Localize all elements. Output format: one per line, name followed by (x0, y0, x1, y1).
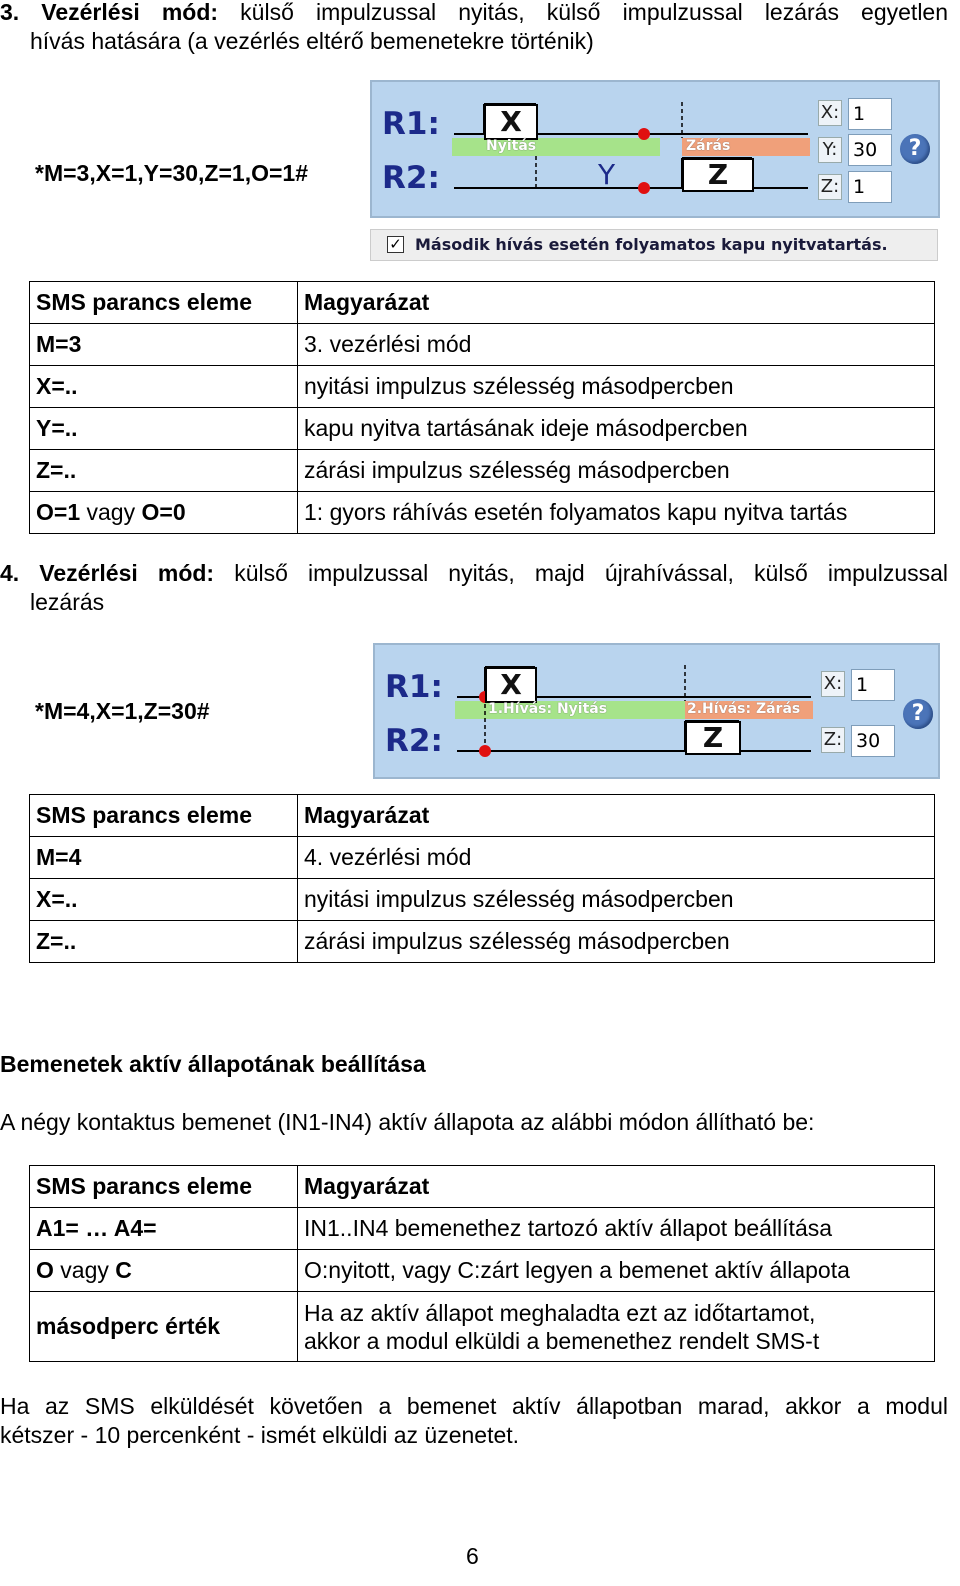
mode3-r2-label: R2: (382, 160, 440, 196)
mode4-close-bar-label: 2.Hívás: Zárás (687, 701, 801, 717)
section4-heading-bold: 4. Vezérlési mód: (0, 560, 215, 586)
vagy-text: vagy (53, 1257, 116, 1283)
table-cell-desc: 4. vezérlési mód (298, 837, 935, 879)
inputs-footer-line2: kétszer - 10 percenként - ismét elküldi az üzenetet. (0, 1422, 520, 1448)
mode3-x-field-label: X: (818, 100, 842, 126)
mode3-help-icon[interactable]: ? (900, 134, 930, 164)
mode4-table (29, 794, 935, 963)
o0-text: O=0 (141, 499, 186, 525)
table-cell-key: X=.. (30, 366, 298, 408)
table-cell-desc: zárási impulzus szélesség másodpercben (298, 921, 935, 963)
section3-heading-line2: hívás hatására (a vezérlés eltérő bemenetekre történik) (30, 28, 594, 54)
table-row (30, 921, 935, 963)
mode4-help-icon[interactable]: ? (903, 699, 933, 729)
c-text: C (115, 1257, 132, 1283)
table-cell-key: X=.. (30, 879, 298, 921)
mode4-x-input[interactable]: 1 (851, 669, 895, 701)
inputs-heading: Bemenetek aktív állapotának beállítása (0, 1051, 426, 1077)
table-row (30, 324, 935, 366)
table-row (30, 366, 935, 408)
table-cell-key: Z=.. (30, 450, 298, 492)
section4-command: *M=4,X=1,Z=30# (35, 698, 210, 724)
table-header-row (30, 795, 935, 837)
desc-line: akkor a modul elküldi a bemenethez rendelt SMS-t (304, 1327, 820, 1354)
table-cell-key (30, 1250, 298, 1292)
mode3-z-box: Z (682, 158, 754, 192)
table-cell-desc: 3. vezérlési mód (298, 324, 935, 366)
mode3-y-input[interactable]: 30 (848, 134, 892, 166)
table-cell-desc: kapu nyitva tartásának ideje másodpercben (298, 408, 935, 450)
mode4-timing-panel (373, 643, 940, 779)
table-cell-key: Z=.. (30, 921, 298, 963)
table-row (30, 408, 935, 450)
header-cell: SMS parancs eleme (30, 282, 298, 324)
table-row (30, 837, 935, 879)
mode3-open-bar-label: Nyitás (486, 138, 537, 154)
table-cell-desc: 1: gyors ráhívás esetén folyamatos kapu nyitva tartás (298, 492, 935, 534)
inputs-intro: A négy kontaktus bemenet (IN1-IN4) aktív állapota az alábbi módon állítható be: (0, 1109, 815, 1135)
table-row (30, 1292, 935, 1362)
mode3-x-box: X (484, 104, 538, 140)
table-cell-key: másodperc érték (30, 1292, 298, 1362)
header-cell: Magyarázat (298, 282, 935, 324)
mode3-y-field-label: Y: (818, 137, 842, 163)
table-cell-key: M=3 (30, 324, 298, 366)
mode4-x-field-label: X: (821, 671, 845, 697)
table-cell-desc: zárási impulzus szélesség másodpercben (298, 450, 935, 492)
mode3-z-field-label: Z: (818, 174, 842, 200)
table-cell-desc: nyitási impulzus szélesség másodpercben (298, 366, 935, 408)
section3-heading-line1 (0, 0, 948, 27)
header-cell: Magyarázat (298, 1166, 935, 1208)
mode3-checkbox-row (370, 229, 938, 261)
mode4-x-box: X (485, 667, 537, 703)
table-cell-desc (298, 1292, 935, 1362)
mode4-r2-label: R2: (385, 723, 443, 759)
mode3-close-bar-label: Zárás (686, 138, 731, 154)
mode3-continuous-checkbox[interactable]: ✓ (387, 236, 404, 253)
table-cell-desc: IN1..IN4 bemenethez tartozó aktív állapot beállítása (298, 1208, 935, 1250)
header-cell: SMS parancs eleme (30, 1166, 298, 1208)
mode3-y-letter: Y (598, 158, 616, 191)
section3-heading-rest: külső impulzussal nyitás, külső impulzussal lezárás egyetlen (240, 0, 949, 25)
section3-heading-bold: 3. Vezérlési mód: (0, 0, 219, 25)
mode3-table (29, 281, 935, 534)
vagy-text: vagy (80, 499, 142, 525)
table-row (30, 1250, 935, 1292)
section4-heading-line1 (0, 559, 948, 588)
table-cell-key: A1= … A4= (30, 1208, 298, 1250)
mode4-timing-diagram (375, 645, 938, 777)
header-cell: SMS parancs eleme (30, 795, 298, 837)
section4-heading-line2: lezárás (30, 589, 105, 615)
table-cell-desc: nyitási impulzus szélesség másodpercben (298, 879, 935, 921)
table-header-row (30, 1166, 935, 1208)
o1-text: O=1 (36, 499, 81, 525)
table-row (30, 1208, 935, 1250)
table-cell-key: Y=.. (30, 408, 298, 450)
header-cell: Magyarázat (298, 795, 935, 837)
mode4-z-field-label: Z: (821, 727, 845, 753)
mode3-z-input[interactable]: 1 (848, 171, 892, 203)
mode3-checkbox-label: Második hívás esetén folyamatos kapu nyitvatartás. (415, 235, 888, 254)
table-header-row (30, 282, 935, 324)
desc-line: Ha az aktív állapot meghaladta ezt az időtartamot, (304, 1299, 816, 1326)
mode3-r1-label: R1: (382, 106, 440, 142)
o-text: O (36, 1257, 54, 1283)
table-row (30, 492, 935, 534)
inputs-footer-line1: Ha az SMS elküldését követően a bemenet aktív állapotban marad, akkor a modul (0, 1393, 948, 1419)
table-row (30, 879, 935, 921)
section4-heading-rest: külső impulzussal nyitás, majd újrahívással, külső impulzussal (234, 560, 949, 586)
mode4-z-box: Z (685, 721, 741, 755)
mode4-open-bar-label: 1.Hívás: Nyitás (488, 701, 608, 717)
mode4-r1-label: R1: (385, 669, 443, 705)
section3-command: *M=3,X=1,Y=30,Z=1,O=1# (35, 160, 308, 186)
inputs-table (29, 1165, 935, 1362)
mode3-x-input[interactable]: 1 (848, 98, 892, 130)
mode3-timing-panel (370, 80, 940, 218)
table-cell-key: M=4 (30, 837, 298, 879)
table-cell-desc: O:nyitott, vagy C:zárt legyen a bemenet aktív állapota (298, 1250, 935, 1292)
table-cell-key (30, 492, 298, 534)
page-number: 6 (466, 1543, 479, 1569)
table-row (30, 450, 935, 492)
mode4-z-input[interactable]: 30 (851, 725, 895, 757)
